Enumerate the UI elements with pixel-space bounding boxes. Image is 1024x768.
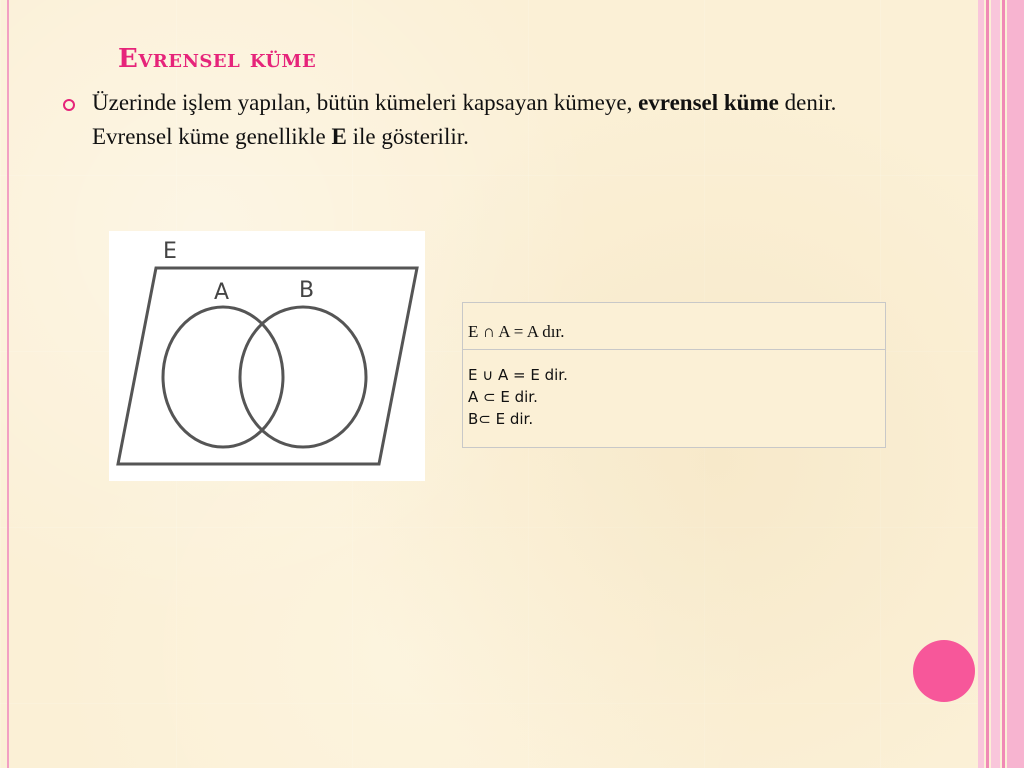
decorative-circle [913,640,975,702]
right-stripe [1002,0,1005,768]
table-row [463,303,885,350]
paragraph-text: denir. Evrensel küme genellikle [92,90,837,149]
right-stripe [1007,0,1024,768]
right-stripe [978,0,984,768]
set-b-circle [240,307,366,447]
body-paragraph [92,86,882,154]
table-cell: E ∩ A = A dır. [468,322,565,341]
universe-label: E [163,239,177,264]
bullet-icon [63,99,75,111]
right-stripe [986,0,989,768]
paragraph-text: Üzerinde işlem yapılan, bütün kümeleri kapsayan kümeye, [92,90,639,115]
slide-title: Evrensel küme [118,44,317,74]
left-border-line [7,0,9,768]
table-line: E ∪ A = E dir. [468,366,568,384]
venn-diagram [109,231,425,481]
bold-term: E [331,124,347,149]
paragraph-text: ile gösterilir. [346,124,469,149]
set-b-label: B [299,278,315,303]
table-line: A ⊂ E dir. [468,388,538,406]
table-cell [468,364,568,430]
table-line: B⊂ E dir. [468,410,534,428]
properties-table [462,302,886,448]
set-a-circle [163,307,283,447]
set-a-label: A [214,280,230,305]
bold-term: evrensel küme [638,90,779,115]
right-stripe [991,0,1000,768]
